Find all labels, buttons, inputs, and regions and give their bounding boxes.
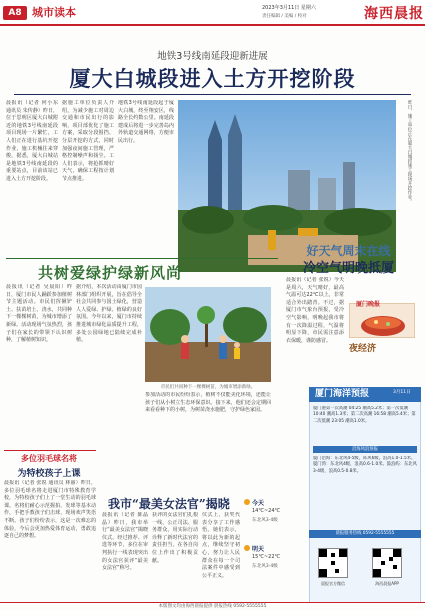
sun-icon xyxy=(243,544,251,552)
weather-body: 晨报讯（记者 张锐）今天是周六，天气晴好，最高气温可达22℃以上，非常适合外出踏青。不过，据厦门市气象台预报，受冷空气影响，明晚起我市将有一次降温过程，气温将明显下降，市民需注意添衣保暖，谨防感冒。 xyxy=(286,277,344,344)
section-title: 城市读本 xyxy=(32,6,76,19)
article4-col2: 获评的女法官们扎根一线，公正司法、服务群众，用实际行动诠释了新时代法官的责任担当，在各自岗位上作出了积极贡献。 xyxy=(152,512,198,564)
photo2-caption: 市民们共同种下一棵棵树苗，为城市增添新绿。 xyxy=(160,385,256,390)
article2-col2: 据介绍，本次活动由厦门市园林部门组织开展，旨在倡导全社会共同参与国土绿化，营造人人爱绿、护绿、植绿的良好氛围。今年以来，厦门市持续推进城市绿化品质提升工程，多处公园绿地已陆续完成补植。 xyxy=(76,284,142,344)
article2-col1: 晨报讯（记者 吴晨阳）昨日，厦门市民人踊跃参加植树节主题活动。市民们挥锹铲土、扶苗培土、浇水，共同种下一棵棵树苗，为城市增添了新绿。活动现场气氛热烈，孩子们在家长的带领下认识树种，了解植树知识。 xyxy=(6,284,72,344)
page-header xyxy=(0,0,425,26)
article3-kicker: 多位羽毛球名将 xyxy=(21,454,77,463)
forecast-wave-text: 厦门沿海：东北风4-5级，阵风6级，浪高1.0-1.5米。厦门湾：东北风4级，浪高0.6-1.0米。鼓浪屿：东北风3-4级，浪高0.5-0.8米。 xyxy=(313,456,417,474)
qr-code-icon xyxy=(319,549,347,577)
forecast-heading: 厦门海洋预报 xyxy=(309,387,421,402)
night-economy-label: 夜经济 xyxy=(349,344,377,354)
editor-credits: 责任编辑 / 美编 / 校对 xyxy=(262,14,307,19)
weather-title-1: 好天气周末在线 xyxy=(306,244,391,258)
page-number: A8 xyxy=(3,6,27,20)
article1-col2: 据施工单位负责人介绍，为减少施工对周边交通和市民出行的影响，项目部优化了施工方案，采取分段围挡、分层开挖的方式，同时加强夜间施工管理，严格控制噪声和扬尘。工人们表示，将抢抓晴好天气，确保工程按计划节点推进。 xyxy=(62,100,114,182)
today-temp: 14℃~24℃ xyxy=(252,508,281,514)
newspaper-logo: 海西晨报 xyxy=(364,6,424,22)
page-footer: 本版图文均由海西晨报提供 晨报热线 0592-5555555 xyxy=(0,602,425,611)
tree-planting-image xyxy=(145,287,271,382)
night-brand: 厦门晚报 xyxy=(356,301,381,308)
article4-col1: 晨报讯（记者 陈晶晶）昨日，我市举行“最美女法官”揭晓仪式。经过推荐、评选等环节，多位在审判执行一线表现突出的女法官获评“最美女法官”称号。 xyxy=(102,512,148,572)
article3-body: 晨报讯（记者 张锐 通讯员 林丽）昨日，多位羽毛球名将走进厦门市特殊教育学校，为特校孩子们上了一堂生动的羽毛球课。名将们耐心示范握拍、发球等基本动作，手把手教孩子们击球，现场欢声笑语不断。孩子们纷纷表示，这是一次难忘的体验，今后会更加热爱体育运动，勇敢追逐自己的梦想。 xyxy=(4,480,96,540)
tree-planting-photo xyxy=(145,287,271,382)
forecast-footer: 晨报服务热线 0592-5555555 xyxy=(309,530,421,538)
qr-code-icon xyxy=(373,549,401,577)
qr-label-app: 海西晨报APP xyxy=(375,581,399,586)
article1-col3: 地铁3号线南延段起于厦大白城，终至翔安区，线路全长约数公里。南延段建成后将进一步完善岛内外轨道交通网络，方便市民出行。 xyxy=(118,100,174,144)
article2-headline: 共树爱绿护绿新风尚 xyxy=(38,264,183,282)
forecast-date: 3月11日 xyxy=(393,390,411,395)
qr-code-wechat[interactable] xyxy=(318,548,348,578)
issue-date: 2023年3月11日 星期六 xyxy=(262,5,316,11)
headline-rule xyxy=(14,94,411,95)
today-label: 今天 xyxy=(252,500,265,507)
article1-headline: 厦大白城段进入土方开挖阶段 xyxy=(69,66,356,91)
tomorrow-temp: 15℃~22℃ xyxy=(252,554,281,560)
article1-col1: 晨报讯（记者 何小东 通讯员 朱传静）昨日，位于思明区厦大白城附近的地铁3号线南延段项目现场一片繁忙，工人们正在进行基坑开挖作业，施工机械往来穿梭。据悉，厦大白城站是地铁3号线南延段的重要站点，目前该站已进入土方开挖阶段。 xyxy=(6,100,58,182)
tomorrow-label: 明天 xyxy=(252,546,265,553)
article2-col3: 参加活动的市民纷纷表示，植树不仅能美化环境，还能让孩子们从小树立生态环保意识。接下来，他们还会定期回来看看种下的小树，为树苗浇水施肥，守护绿色家园。 xyxy=(145,392,271,414)
section-divider xyxy=(6,258,278,259)
forecast-band: 沿海风浪预报 xyxy=(313,446,417,453)
hotpot-icon xyxy=(350,304,416,339)
weather-title-2: 冷空气明晚抵厦 xyxy=(302,261,394,276)
article1-kicker: 地铁3号线南延段迎新进展 xyxy=(157,51,268,62)
night-economy-box xyxy=(349,303,415,338)
article4-headline: 我市“最美女法官”揭晓 xyxy=(108,497,230,511)
photo1-caption: 昨日，施工单位正在厦大白城段施工现场开挖作业。 xyxy=(407,100,412,204)
qr-code-app[interactable] xyxy=(372,548,402,578)
article3-rule xyxy=(4,450,96,451)
tomorrow-wind: 东北风3-4级 xyxy=(252,564,278,569)
article3-headline: 为特校孩子上课 xyxy=(17,469,81,479)
sun-icon xyxy=(243,498,251,506)
forecast-tide-text: 厦门港第一次高潮 04:25 潮高5.2米；第一次低潮 10:40 潮高1.3米；第二次高潮 16:58 潮高5.4米；第二次低潮 23:05 潮高1.0米。 xyxy=(313,406,416,424)
article4-col3: 仪式上，获奖代表分享了工作感悟。她们表示，将以此为新的起点，继续坚守初心，努力让人民群众在每一个司法案件中感受到公平正义。 xyxy=(202,512,240,579)
qr-label-wechat: 晨报官方微信 xyxy=(321,581,345,586)
today-wind: 东北风3-4级 xyxy=(252,518,278,523)
